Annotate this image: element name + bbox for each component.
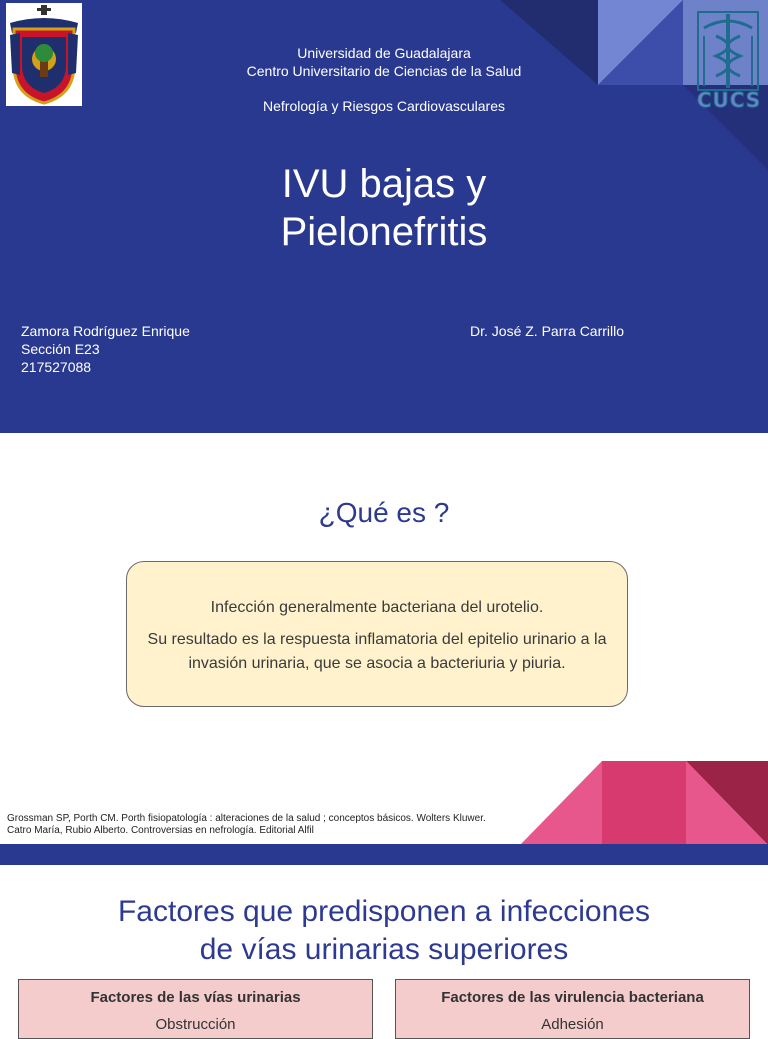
factors-title-line-1: Factores que predisponen a infecciones bbox=[117, 895, 650, 928]
cucs-label: CUCS bbox=[696, 88, 762, 112]
factors-title-line-2: de vías urinarias superiores bbox=[199, 933, 569, 966]
title-line-2: Pielonefritis bbox=[280, 210, 488, 254]
teacher-name: Dr. José Z. Parra Carrillo bbox=[470, 323, 625, 339]
definition-line-2: Su resultado es la respuesta inflamatoria del epitelio urinario a la invasión urinaria, que se asocia a bacteriuria y piuria. bbox=[147, 631, 607, 672]
urinary-factors-item: Obstrucción bbox=[155, 1016, 236, 1033]
references bbox=[7, 813, 486, 837]
factors-title bbox=[0, 893, 768, 969]
deco-pink-triangle bbox=[520, 761, 602, 845]
definition-line-1: Infección generalmente bacteriana del urotelio. bbox=[210, 599, 544, 616]
bottom-band bbox=[0, 844, 768, 865]
student-section: Sección E23 bbox=[21, 341, 100, 357]
reference-2: Catro María, Rubio Alberto. Controversias en nefrología. Editorial Alfil bbox=[7, 825, 314, 836]
urinary-factors-column bbox=[18, 979, 373, 1039]
bacterial-factors-header: Factores de las virulencia bacteriana bbox=[441, 989, 704, 1006]
bacterial-factors-column bbox=[395, 979, 750, 1039]
student-id: 217527088 bbox=[21, 359, 92, 375]
slide-heading: ¿Qué es ? bbox=[318, 497, 450, 528]
student-name: Zamora Rodríguez Enrique bbox=[21, 323, 190, 339]
decorative-pink-shapes bbox=[0, 761, 768, 851]
definition-box bbox=[126, 561, 628, 707]
factors-slide bbox=[0, 865, 768, 1033]
title-line-1: IVU bajas y bbox=[281, 162, 487, 206]
reference-1: Grossman SP, Porth CM. Porth fisiopatología : alteraciones de la salud ; conceptos básicos. Wolters Kluwer. bbox=[7, 813, 486, 824]
presentation-title bbox=[0, 160, 768, 256]
deco-magenta-square bbox=[602, 761, 686, 845]
course-name: Nefrología y Riesgos Cardiovasculares bbox=[263, 98, 505, 114]
bacterial-factors-item: Adhesión bbox=[541, 1016, 604, 1033]
definition-slide bbox=[0, 433, 768, 865]
center-name: Centro Universitario de Ciencias de la Salud bbox=[246, 63, 522, 79]
title-slide bbox=[0, 0, 768, 433]
urinary-factors-header: Factores de las vías urinarias bbox=[90, 989, 301, 1006]
student-info bbox=[21, 322, 190, 376]
university-name: Universidad de Guadalajara bbox=[297, 45, 471, 61]
